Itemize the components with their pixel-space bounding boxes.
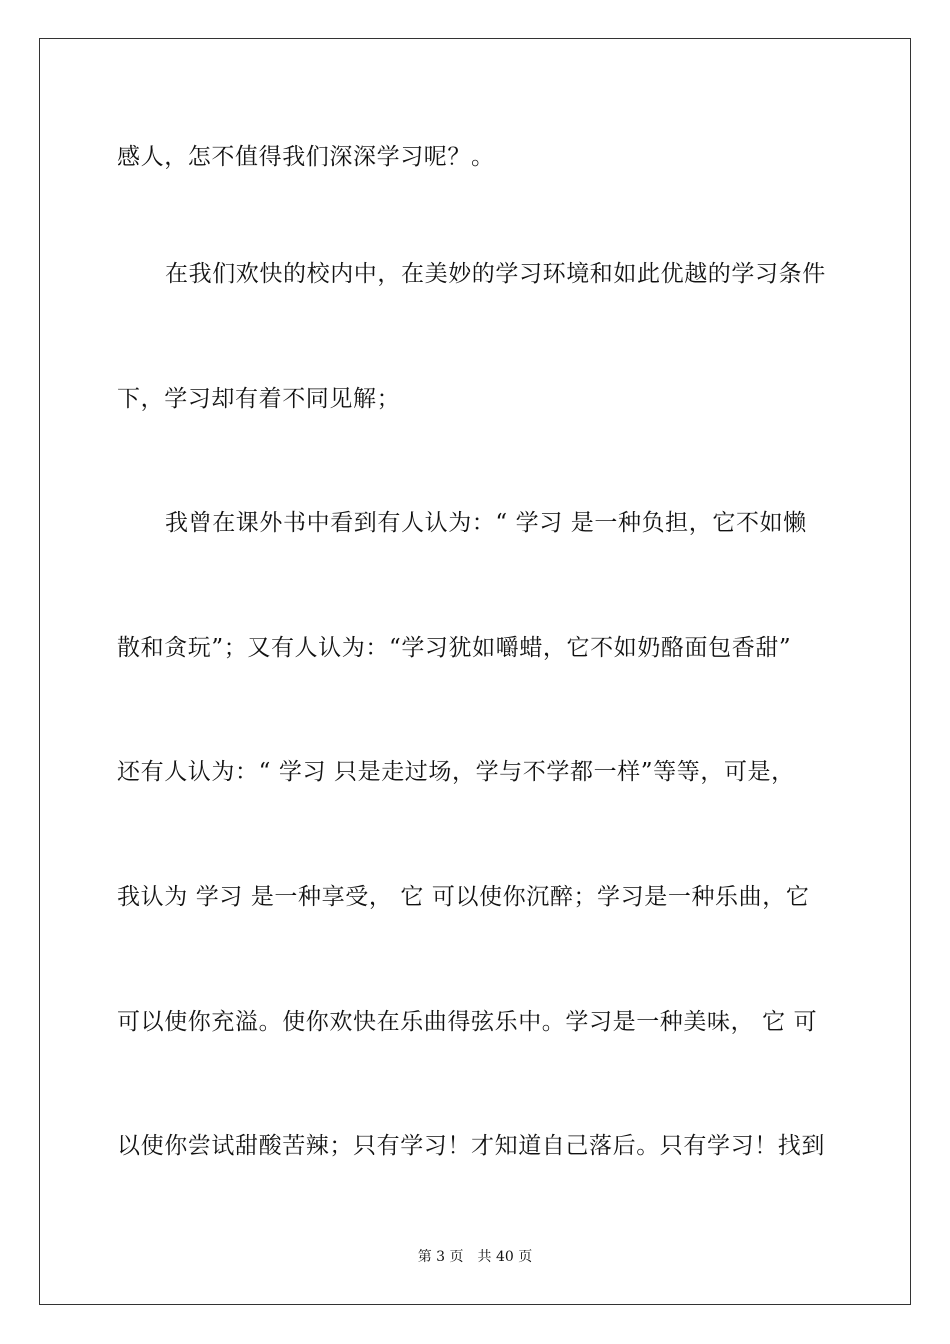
text-line-5: 散和贪玩”；又有人认为：“学习犹如嚼蜡，它不如奶酪面包香甜” [117,635,792,661]
text-line-2: 在我们欢快的校内中，在美妙的学习环境和如此优越的学习条件 [165,261,826,287]
page-border [39,38,911,1305]
text-line-8: 可以使你充溢。使你欢快在乐曲得弦乐中。学习是一种美味， 它 可 [117,1009,818,1035]
text-line-4: 我曾在课外书中看到有人认为：“ 学习 是一种负担，它不如懒 [165,510,807,536]
text-line-9: 以使你尝试甜酸苦辣；只有学习！才知道自己落后。只有学习！找到 [117,1133,825,1159]
text-line-7: 我认为 学习 是一种享受， 它 可以使你沉醉；学习是一种乐曲，它 [117,884,810,910]
text-line-3: 下，学习却有着不同见解； [117,386,401,412]
text-line-1: 感人，怎不值得我们深深学习呢？。 [117,144,495,170]
page-number-footer: 第 3 页 共 40 页 [417,1249,533,1265]
text-line-6: 还有人认为：“ 学习 只是走过场，学与不学都一样”等等，可是， [117,759,795,785]
